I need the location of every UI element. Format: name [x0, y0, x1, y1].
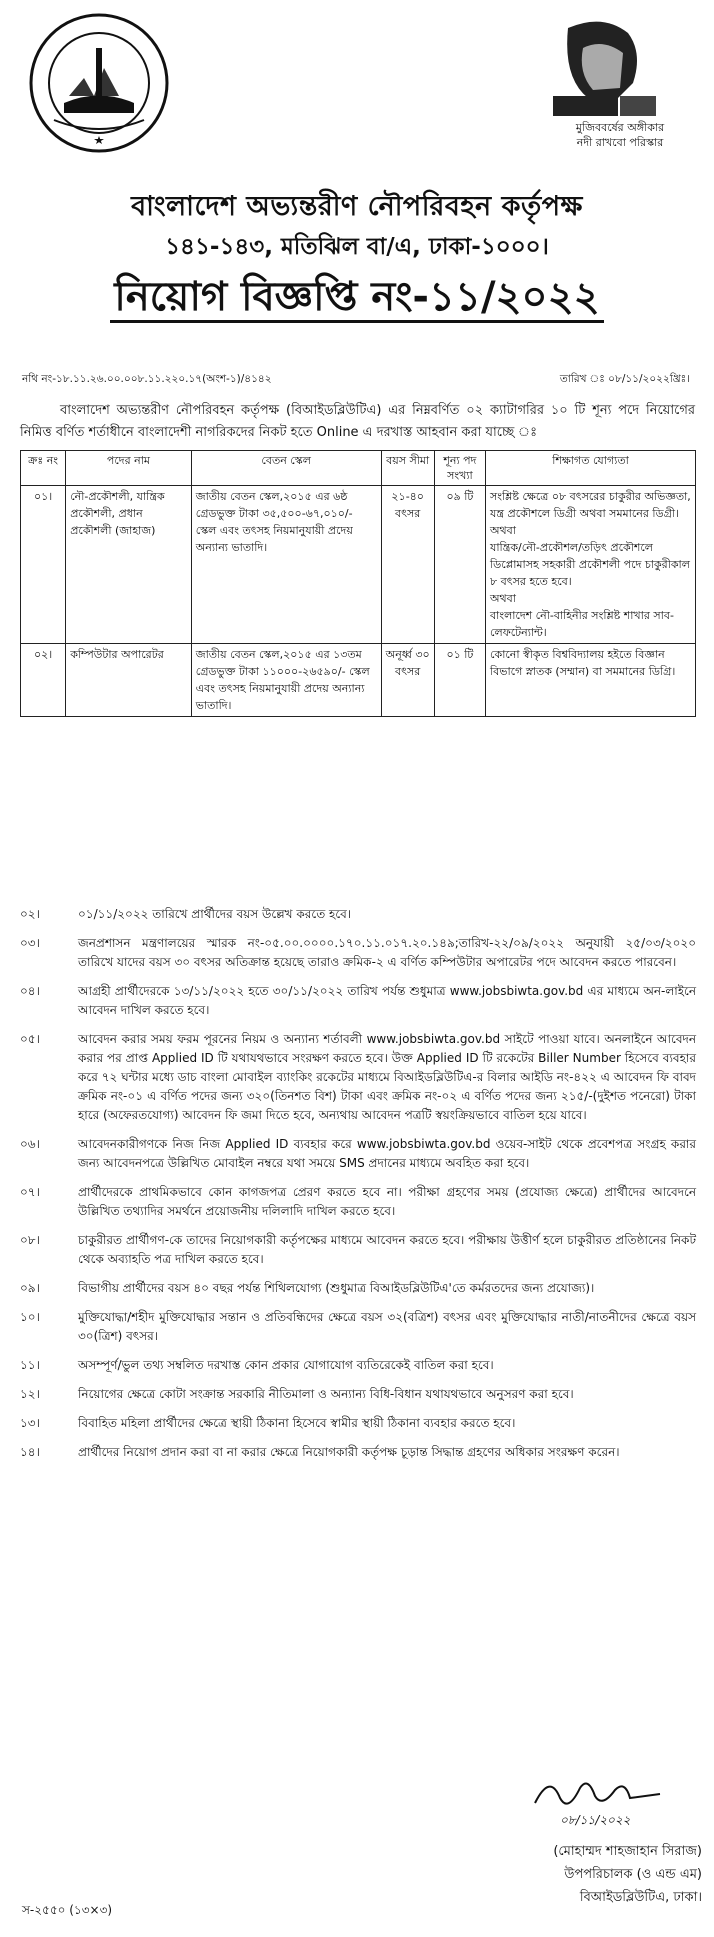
item-text: অসম্পূর্ণ/ভুল তথ্য সম্বলিত দরখাস্ত কোন প্রকার যোগাযোগ ব্যতিরেকেই বাতিল করা হবে। — [78, 1358, 494, 1372]
list-item — [20, 905, 696, 924]
notice-title — [0, 272, 714, 322]
item-number: ১১। — [20, 1358, 40, 1372]
item-text: আগ্রহী প্রার্থীদেরকে ১৩/১১/২০২২ হতে ৩০/১১/২০২২ তারিখ পর্যন্ত শুধুমাত্র www.jobsbiwta.gov.bd এর মাধ্যমে অন-লাইনে আবেদন দাখিল করতে হবে। — [78, 984, 696, 1017]
item-number: ০৭। — [20, 1185, 40, 1199]
row-post: কম্পিউটার অপারেটর — [66, 644, 192, 717]
table-header-row — [21, 451, 696, 486]
item-number: ১০। — [20, 1310, 40, 1324]
qualification-option-3: বাংলাদেশ নৌ-বাহিনীর সংশ্লিষ্ট শাখার সাব-লেফটেন্যান্ট। — [490, 609, 674, 639]
list-item — [20, 1279, 696, 1298]
org-title: বাংলাদেশ অভ্যন্তরীণ নৌপরিবহন কর্তৃপক্ষ — [131, 191, 583, 222]
list-item — [20, 982, 696, 1020]
list-item — [20, 1356, 696, 1375]
row-age: অনূর্ধ্ব ৩০ বৎসর — [381, 644, 434, 717]
reference-code: স-২৫৫০ (১৩×৩) — [22, 1903, 113, 1917]
posts-table — [20, 450, 696, 717]
header-post: পদের নাম — [66, 451, 192, 486]
or-label: অথবা — [490, 592, 516, 605]
item-text: আবেদন করার সময় ফরম পূরনের নিয়ম ও অন্যান্য শর্তাবলী www.jobsbiwta.gov.bd সাইটে পাওয়া যাবে। অনলাইনে আবেদন করার পর প্রাপ্ত Applied ID টি যথাযথভাবে সংরক্ষণ করতে হবে। উক্ত Applied ID টি রকেটের Biller Number হিসেবে ব্যবহার করে ৭২ ঘন্টার মধ্যে ডাচ বাংলা মোবাইল ব্যাংকিং রকেটের মাধ্যমে বিআইডব্লিউটিএ-র বিলার আইডি নং-৪২২ এ আবেদন ফি বাবদ ক্রমিক নং-০১ এ বর্ণিত পদের জন্য ৩২০(তিনশত বিশ) টাকা এবং ক্রমিক নং-০২ এ বর্ণিত পদের জন্য ২১৫/-(দুইশত পনেরো) টাকা হারে (অফেরতযোগ্য) আবেদন ফি জমা দিতে হবে, অন্যথায় আবেদন পত্রটি স্বয়ংক্রিয়ভাবে বাতিল হয়ে যাবে। — [78, 1032, 696, 1122]
list-item — [20, 1135, 696, 1173]
item-number: ১২। — [20, 1387, 40, 1401]
org-address: ১৪১-১৪৩, মতিঝিল বা/এ, ঢাকা-১০০০। — [165, 234, 549, 260]
item-text: আবেদনকারীগণকে নিজ নিজ Applied ID ব্যবহার করে www.jobsbiwta.gov.bd ওয়েব-সাইট থেকে প্রবেশপত্র সংগ্রহ করার জন্য আবেদনপত্রে উল্লিখিত মোবাইল নম্বরে যথা সময়ে SMS প্রদানের মাধ্যমে অবহিত করা হবে। — [78, 1137, 696, 1170]
campaign-caption-line1: মুজিববর্ষের অঙ্গীকার — [575, 121, 665, 134]
header-vacancy: শূন্য পদ সংখ্যা — [434, 451, 485, 486]
signature-scribble-icon — [530, 1768, 670, 1818]
signatory-office: বিআইডব্লিউটিএ, ঢাকা। — [579, 1890, 702, 1905]
row-scale: জাতীয় বেতন স্কেল,২০১৫ এর ৬ষ্ঠ গ্রেডভুক্ত টাকা ৩৫,৫০০-৬৭,০১০/- স্কেল এবং তৎসহ নিয়মানুযায়ী প্রদেয় অন্যান্য ভাতাদি। — [191, 486, 381, 644]
row-post: নৌ-প্রকৌশলী, যান্ত্রিক প্রকৌশলী, প্রধান প্রকৌশলী (জাহাজ) — [66, 486, 192, 644]
item-text: জনপ্রশাসন মন্ত্রণালয়ের স্মারক নং-০৫.০০.০০০০.১৭০.১১.০১৭.২০.১৪৯;তারিখ-২২/০৯/২০২২ অনুযায়ী ২৫/০৩/২০২০ তারিখে যাদের বয়স ৩০ বৎসর অতিক্রান্ত হয়েছে তারাও ক্রমিক-২ এ বর্ণিত কম্পিউটার অপারেটর পদে আবেদন করতে পারবেন। — [78, 936, 696, 969]
header-scale: বেতন স্কেল — [191, 451, 381, 486]
item-number: ০৮। — [20, 1233, 40, 1247]
item-number: ০৯। — [20, 1281, 40, 1295]
qualification-option-2: যান্ত্রিক/নৌ-প্রকৌশল/তড়িৎ প্রকৌশলে ডিপ্লোমাসহ সহকারী প্রকৌশলী পদে চাকুরীকাল ৮ বৎসর হতে হবে। — [490, 541, 690, 588]
item-number: ১৪। — [20, 1445, 40, 1459]
campaign-caption-line2: নদী রাখবো পরিস্কার — [576, 136, 664, 149]
row-serial: ০১। — [21, 486, 66, 644]
item-number: ১৩। — [20, 1416, 40, 1430]
header-serial: ক্রঃ নং — [21, 451, 66, 486]
notice-date: তারিখ ঃ ০৮/১১/২০২২খ্রিঃ। — [559, 373, 690, 385]
list-item — [20, 1308, 696, 1346]
notice-title-text: নিয়োগ বিজ্ঞপ্তি নং-১১/২০২২ — [110, 274, 603, 323]
row-qualification: কোনো স্বীকৃত বিশ্ববিদ্যালয় হইতে বিজ্ঞান বিভাগে স্নাতক (সম্মান) বা সমমানের ডিগ্রি। — [486, 644, 696, 717]
header-age: বয়স সীমা — [381, 451, 434, 486]
list-item — [20, 1385, 696, 1404]
signature-date: ০৮/১১/২০২২ — [560, 1813, 631, 1827]
item-text: নিয়োগের ক্ষেত্রে কোটা সংক্রান্ত সরকারি নীতিমালা ও অন্যান্য বিধি-বিধান যথাযথভাবে অনুসরণ করা হবে। — [78, 1387, 574, 1401]
row-qualification — [486, 486, 696, 644]
item-text: প্রার্থীদের নিয়োগ প্রদান করা বা না করার ক্ষেত্রে নিয়োগকারী কর্তৃপক্ষ চূড়ান্ত সিদ্ধান্ত গ্রহণের অধিকার সংরক্ষণ করেন। — [78, 1445, 620, 1459]
list-item — [20, 1183, 696, 1221]
campaign-caption — [540, 120, 700, 150]
item-text: বিবাহিত মহিলা প্রার্থীদের ক্ষেত্রে স্থায়ী ঠিকানা হিসেবে স্বামীর স্থায়ী ঠিকানা ব্যবহার করতে হবে। — [78, 1416, 516, 1430]
biwta-emblem-icon — [24, 8, 174, 158]
table-row — [21, 644, 696, 717]
row-serial: ০২। — [21, 644, 66, 717]
signatory-name: (মোহাম্মদ শাহজাহান সিরাজ) — [553, 1844, 702, 1859]
item-text: বিভাগীয় প্রার্থীদের বয়স ৪০ বছর পর্যন্ত শিথিলযোগ্য (শুধুমাত্র বিআইডব্লিউটিএ'তে কর্মরতদের জন্য প্রযোজ্য)। — [78, 1281, 595, 1295]
item-number: ০৫। — [20, 1032, 40, 1046]
item-text: প্রার্থীদেরকে প্রাথমিকভাবে কোন কাগজপত্র প্রেরণ করতে হবে না। পরীক্ষা গ্রহণের সময় (প্রযোজ্য ক্ষেত্রে) প্রার্থীদের আবেদনে উল্লিখিত তথ্যাদির সমর্থনে প্রয়োজনীয় দলিলাদি দাখিল করতে হবে। — [78, 1185, 696, 1218]
conditions-list — [20, 905, 696, 1462]
row-age: ২১-৪০ বৎসর — [381, 486, 434, 644]
row-vacancy: ০৯ টি — [434, 486, 485, 644]
item-number: ০৩। — [20, 936, 40, 950]
signatory-designation: উপপরিচালক (ও এন্ড এম) — [564, 1867, 702, 1882]
signatory-block — [440, 1840, 702, 1909]
list-item — [20, 1443, 696, 1462]
item-text: মুক্তিযোদ্ধা/শহীদ মুক্তিযোদ্ধার সন্তান ও প্রতিবন্ধিদের ক্ষেত্রে বয়স ৩২(বত্রিশ) বৎসর এবং মুক্তিযোদ্ধার নাতী/নাতনীদের ক্ষেত্রে বয়স ৩০(ত্রিশ) বৎসর। — [78, 1310, 696, 1343]
item-number: ০৬। — [20, 1137, 40, 1151]
memo-number: নথি নং-১৮.১১.২৬.০০.০০৮.১১.২২০.১৭(অংশ-১)/৪১৪২ — [22, 373, 272, 385]
item-text: চাকুরীরত প্রার্থীগণ-কে তাদের নিয়োগকারী কর্তৃপক্ষের মাধ্যমে আবেদন করতে হবে। পরীক্ষায় উত্তীর্ণ হলে চাকুরীরত প্রতিষ্ঠানের নিকট থেকে অব্যাহতি পত্র দাখিল করতে হবে। — [78, 1233, 696, 1266]
table-row — [21, 486, 696, 644]
row-vacancy: ০১ টি — [434, 644, 485, 717]
list-item — [20, 1414, 696, 1433]
qualification-option-1: সংশ্লিষ্ট ক্ষেত্রে ০৮ বৎসরের চাকুরীর অভিজ্ঞতা, যন্ত্র প্রকৌশলে ডিগ্রী অথবা সমমানের ডিগ্রী। — [490, 490, 691, 520]
list-item — [20, 934, 696, 972]
intro-paragraph: বাংলাদেশ অভ্যন্তরীণ নৌপরিবহন কর্তৃপক্ষ (বিআইডব্লিউটিএ) এর নিম্নবর্ণিত ০২ ক্যাটাগরির ১০ টি শূন্য পদে নিয়োগের নিমিত্ত বর্ণিত শর্তাধীনে বাংলাদেশী নাগরিকদের নিকট হতে Online এ দরখাস্ত আহবান করা যাচ্ছে ঃ — [20, 403, 695, 440]
item-number: ০২। — [20, 907, 40, 921]
or-label: অথবা — [490, 524, 516, 537]
list-item — [20, 1231, 696, 1269]
mujib-100-logo-icon — [548, 18, 658, 118]
list-item — [20, 1030, 696, 1125]
header-qualification: শিক্ষাগত যোগ্যতা — [486, 451, 696, 486]
item-number: ০৪। — [20, 984, 40, 998]
item-text: ০১/১১/২০২২ তারিখে প্রার্থীদের বয়স উল্লেখ করতে হবে। — [78, 907, 352, 921]
row-scale: জাতীয় বেতন স্কেল,২০১৫ এর ১৩তম গ্রেডভুক্ত টাকা ১১০০০-২৬৫৯০/- স্কেল এবং তৎসহ নিয়মানুযায়ী প্রদেয় অন্যান্য ভাতাদি। — [191, 644, 381, 717]
